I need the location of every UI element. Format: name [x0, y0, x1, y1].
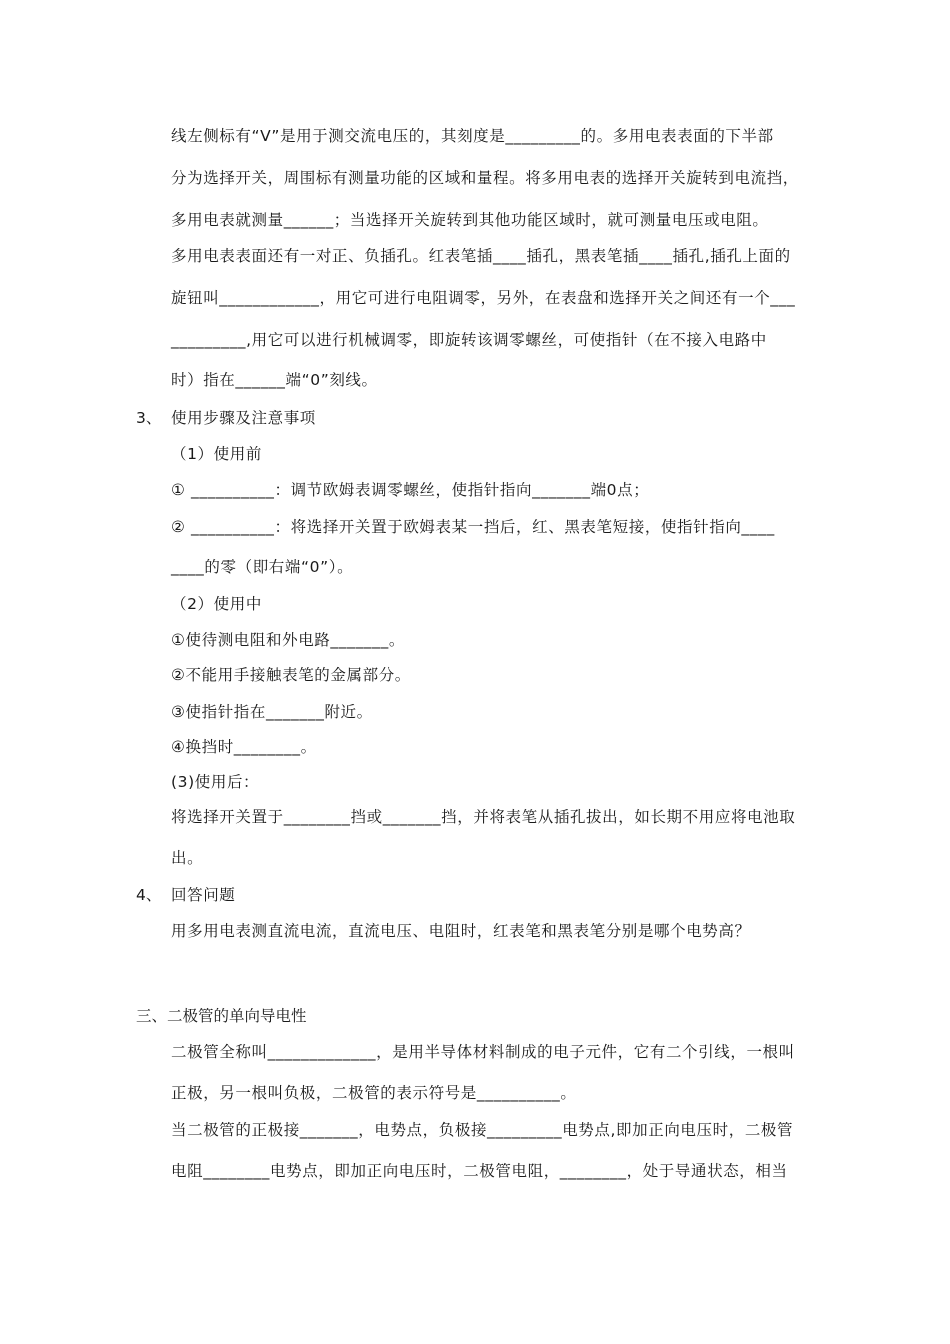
section-4-number: 4、 [136, 886, 162, 904]
before-use-heading: （1）使用前 [171, 445, 262, 463]
during-item-3: ③使指针指在_______附近。 [171, 703, 373, 721]
paragraph-line: 旋钮叫____________，用它可进行电阻调零，另外，在表盘和选择开关之间还有一个___ [171, 289, 796, 307]
diode-line-3: 当二极管的正极接_______，电势点，负极接_________电势点,即加正向电压时，二极管 [171, 1121, 794, 1139]
paragraph-line: 分为选择开关，周围标有测量功能的区域和量程。将多用电表的选择开关旋转到电流挡， [171, 169, 799, 187]
part-3-title: 三、二极管的单向导电性 [136, 1007, 307, 1025]
section-4-title: 回答问题 [171, 886, 236, 904]
section-4-question: 用多用电表测直流电流，直流电压、电阻时，红表笔和黑表笔分别是哪个电势高？ [171, 922, 751, 940]
section-3-title: 使用步骤及注意事项 [171, 409, 316, 427]
diode-line-1: 二极管全称叫_____________，是用半导体材料制成的电子元件，它有二个引线，一根叫 [171, 1043, 795, 1061]
after-use-line-2: 出。 [171, 849, 204, 867]
section-3-number: 3、 [136, 409, 162, 427]
during-item-4: ④换挡时________。 [171, 738, 317, 756]
paragraph-line: 线左侧标有“V”是用于测交流电压的，其刻度是_________的。多用电表表面的下半部 [171, 127, 774, 145]
paragraph-line: 多用电表表面还有一对正、负插孔。红表笔插____插孔，黑表笔插____插孔,插孔上面的 [171, 247, 791, 265]
during-item-1: ①使待测电阻和外电路_______。 [171, 631, 405, 649]
before-step-1: ① __________：调节欧姆表调零螺丝，使指针指向_______端0点； [171, 481, 650, 499]
during-item-2: ②不能用手接触表笔的金属部分。 [171, 666, 411, 684]
before-step-2: ② __________：将选择开关置于欧姆表某一挡后，红、黑表笔短接，使指针指向____ [171, 518, 775, 536]
before-step-2-cont: ____的零（即右端“0”）。 [171, 558, 354, 576]
after-use-heading: (3)使用后： [171, 773, 260, 791]
paragraph-line: 多用电表就测量______；当选择开关旋转到其他功能区域时，就可测量电压或电阻。 [171, 211, 769, 229]
after-use-line-1: 将选择开关置于________挡或_______挡，并将表笔从插孔拔出，如长期不用应将电池取 [171, 808, 796, 826]
paragraph-line: _________,用它可以进行机械调零，即旋转该调零螺丝，可使指针（在不接入电路中 [171, 331, 767, 349]
during-use-heading: （2）使用中 [171, 595, 262, 613]
diode-line-2: 正极，另一根叫负极，二极管的表示符号是__________。 [171, 1084, 577, 1102]
paragraph-line: 时）指在______端“0”刻线。 [171, 371, 378, 389]
diode-line-4: 电阻________电势点，即加正向电压时，二极管电阻，________，处于导通状态，相当 [171, 1162, 788, 1180]
